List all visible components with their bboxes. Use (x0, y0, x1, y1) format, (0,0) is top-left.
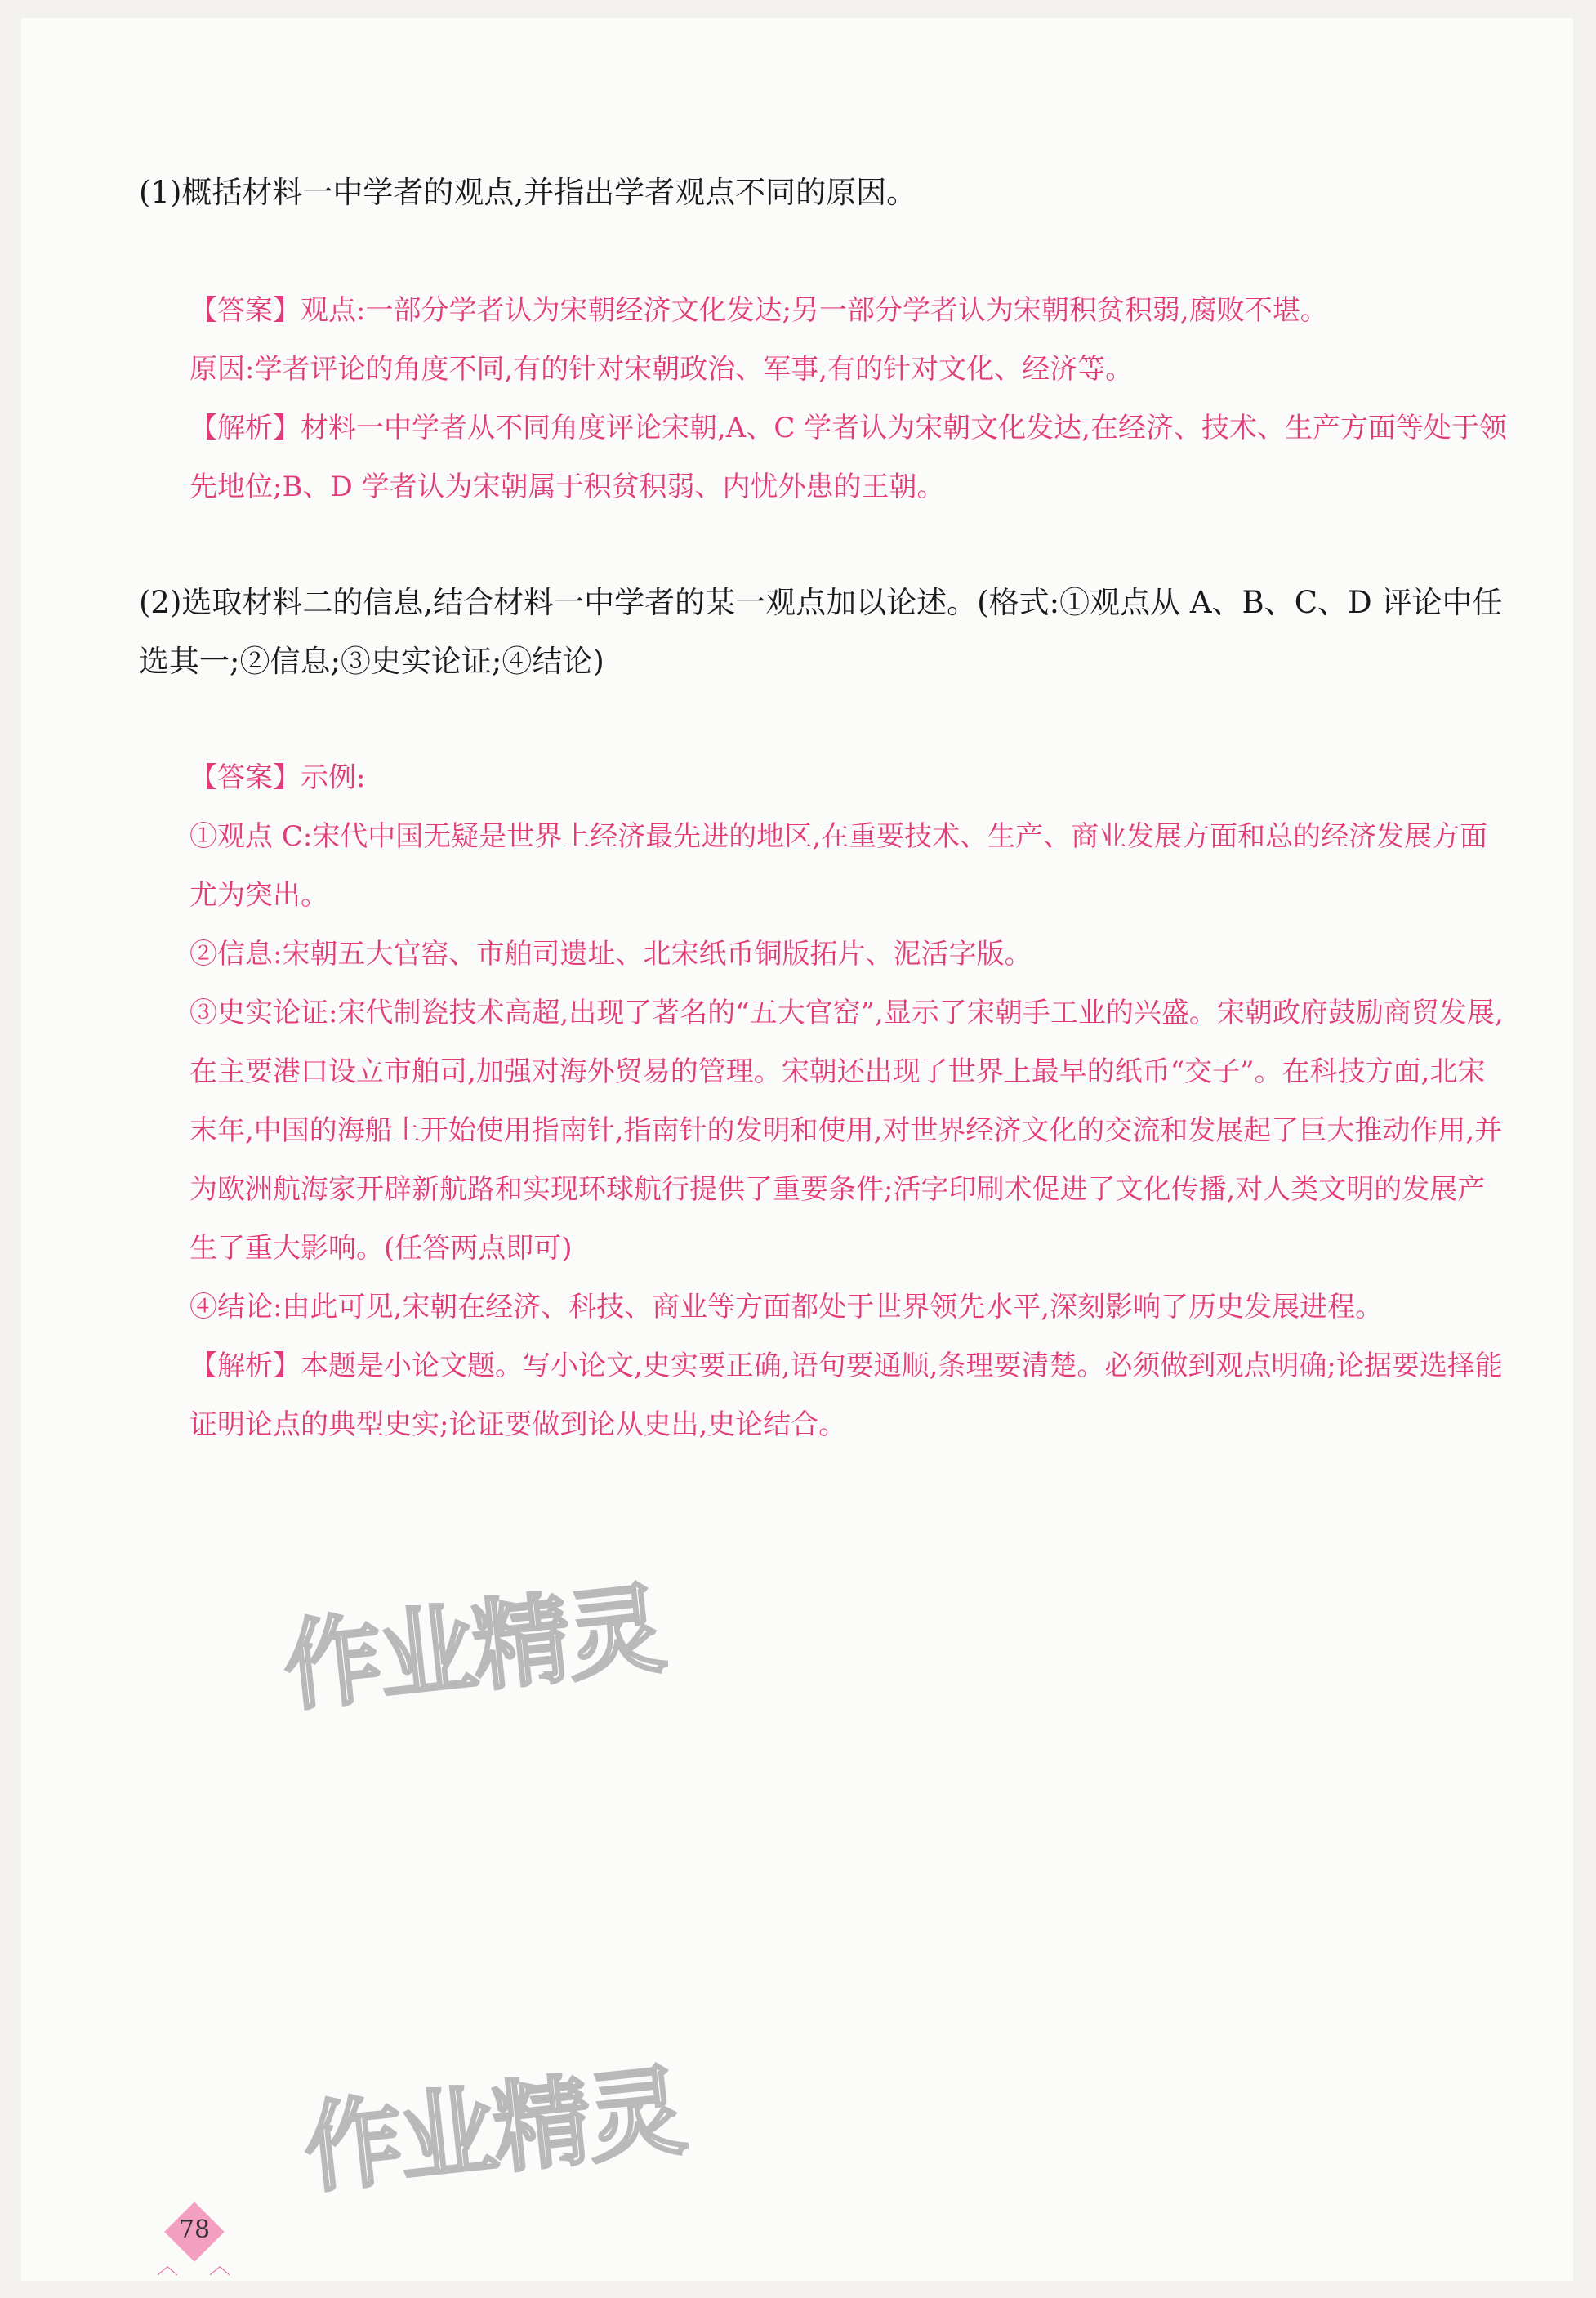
answer-1-line: 原因:学者评论的角度不同,有的针对宋朝政治、军事,有的针对文化、经济等。 (189, 353, 1134, 386)
answer-2-line: 【答案】示例: (189, 761, 366, 794)
answer-2-line: ②信息:宋朝五大官窑、市舶司遗址、北宋纸币铜版拓片、泥活字版。 (189, 938, 1032, 971)
answer-2-line: ③史实论证:宋代制瓷技术高超,出现了著名的“五大官窑”,显示了宋朝手工业的兴盛。宋朝政府鼓励商贸发展,在主要港口设立市舶司,加强对海外贸易的管理。宋朝还出现了世界上最早的纸币“交子”。在科技方面,北宋末年,中国的海船上开始使用指南针,指南针的发明和使用,对世界经济文化的交流和发展起了巨大推动作用,并为欧洲航海家开辟新航路和实现环球航行提供了重要条件;活字印刷术促进了文化传播,对人类文明的发展产生了重大影响。(任答两点即可) (189, 997, 1504, 1265)
page-number: 78 (178, 2215, 211, 2244)
answer-2-line: 【解析】本题是小论文题。写小论文,史实要正确,语句要通顺,条理要清楚。必须做到观点明确;论据要选择能证明论点的典型史实;论证要做到论从史出,史论结合。 (189, 1350, 1503, 1441)
page-number-badge (157, 2199, 231, 2279)
answer-2 (189, 748, 1513, 1454)
answer-1 (189, 281, 1513, 516)
answer-1-line: 【答案】观点:一部分学者认为宋朝经济文化发达;另一部分学者认为宋朝积贫积弱,腐败不堪。 (189, 294, 1328, 327)
question-1: (1)概括材料一中学者的观点,并指出学者观点不同的原因。 (139, 175, 917, 210)
question-2: (2)选取材料二的信息,结合材料一中学者的某一观点加以论述。(格式:①观点从 A、B、C、D 评论中任选其一;②信息;③史实论证;④结论) (139, 585, 1503, 679)
watermark-logo: 作业精灵 (279, 1573, 668, 1725)
chevron-up-icon: ︿ (157, 2255, 179, 2279)
watermark-logo: 作业精灵 (299, 2055, 689, 2207)
answer-2-line: ④结论:由此可见,宋朝在经济、科技、商业等方面都处于世界领先水平,深刻影响了历史发展进程。 (189, 1291, 1384, 1323)
answer-1-line: 【解析】材料一中学者从不同角度评论宋朝,A、C 学者认为宋朝文化发达,在经济、技术、生产方面等处于领先地位;B、D 学者认为宋朝属于积贫积弱、内忧外患的王朝。 (189, 412, 1507, 503)
page (21, 18, 1573, 2281)
chevron-up-icon: ︿ (209, 2255, 231, 2279)
answer-2-line: ①观点 C:宋代中国无疑是世界上经济最先进的地区,在重要技术、生产、商业发展方面和总的经济发展方面尤为突出。 (189, 820, 1488, 912)
